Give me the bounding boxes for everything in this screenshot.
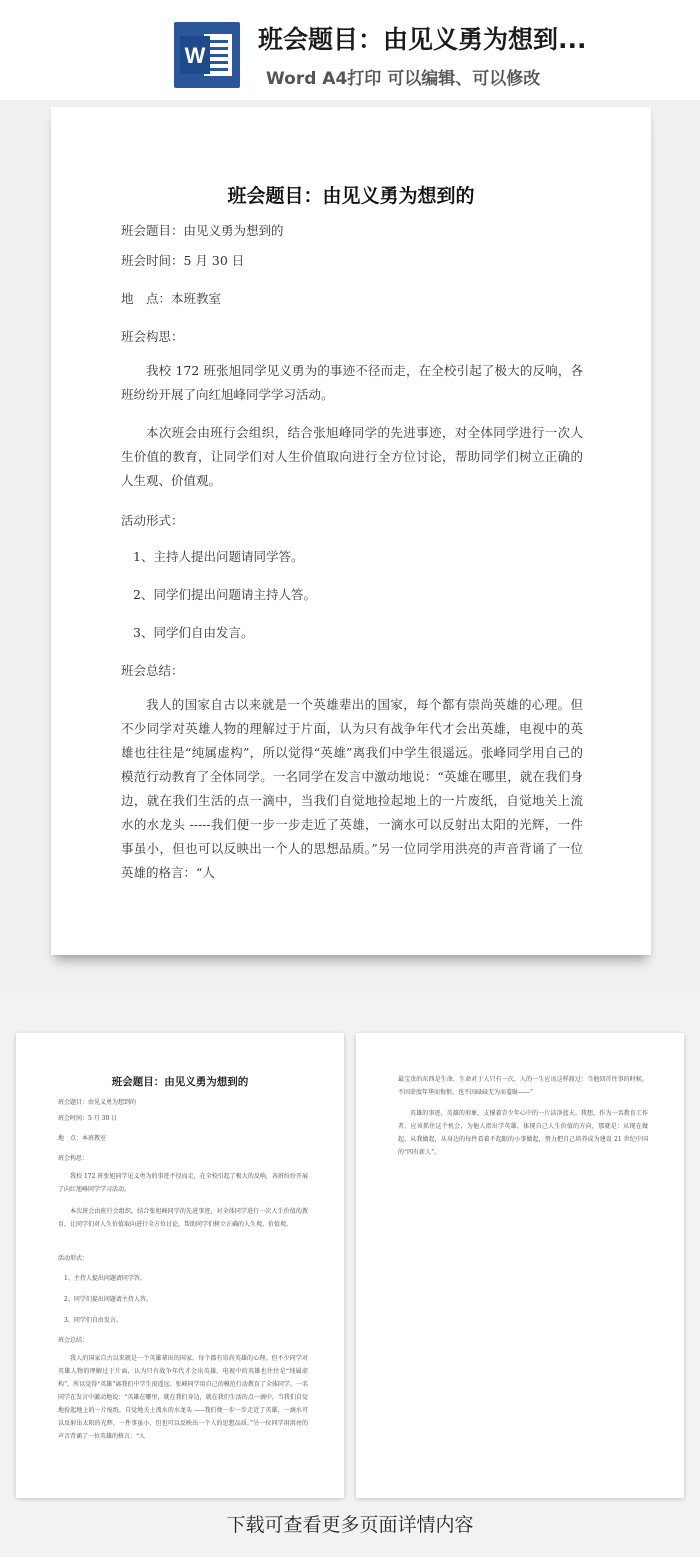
document-title: 班会题目：由见义勇为想到的 xyxy=(227,185,475,207)
thumb-idea-paragraph-1: 我校 172 班张旭同学见义勇为的事迹不径而走，在全校引起了极大的反响，各班纷纷开展了向红旭峰同学学习活动。 xyxy=(58,1173,308,1193)
page-thumbnail-2[interactable] xyxy=(356,1033,684,1498)
banner-title: 班会题目：由见义勇为想到... xyxy=(258,25,587,54)
summary-paragraph: 我人的国家自古以来就是一个英雄辈出的国家，每个都有崇尚英雄的心理。但不少同学对英雄人物的理解过于片面，认为只有战争年代才会出英雄，电视中的英雄也往往是“纯属虚构”，所以觉得“英雄”离我们中学生很遥远。张峰同学用自己的模范行动教育了全体同学。一名同学在发言中激动地说：“英雄在哪里，就在我们身边，就在我们生活的点一滴中，当我们自觉地捡起地上的一片废纸，自觉地关上流水的水龙头 -----我们便一步一步走近了英雄，一滴水可以反射出太阳的光辉，一件事虽小，但也可以反映出一个人的思想品质。”另一位同学用洪亮的声音背诵了一位英雄的格言：“人 xyxy=(121,697,583,880)
thumb-title: 班会题目：由见义勇为想到的 xyxy=(111,1076,249,1088)
thumb2-paragraph-1: 最宝贵的东西是生命，生命对于人只有一次，人的一生应该这样渡过：当他回首往事的时候，不因虚度年华而悔恨，也不因碌碌无为而羞耻——” xyxy=(398,1076,648,1096)
form-item: 3、同学们自由发言。 xyxy=(133,625,254,640)
document-page xyxy=(51,107,651,955)
meeting-place: 地 点：本班教室 xyxy=(121,291,222,306)
header-banner xyxy=(0,0,700,100)
word-icon-letter: W xyxy=(184,43,206,68)
idea-heading: 班会构思： xyxy=(121,329,184,344)
word-icon xyxy=(174,22,240,88)
form-item: 1、主持人提出问题请同学答。 xyxy=(133,549,304,564)
page-thumbnail-1[interactable] xyxy=(16,1033,344,1498)
idea-paragraph-2: 本次班会由班行会组织，结合张旭峰同学的先进事迹，对全体同学进行一次人生价值的教育，让同学们对人生价值取向进行全方位讨论，帮助同学们树立正确的人生观、价值观。 xyxy=(121,425,583,488)
thumb-place: 地 点：本班教室 xyxy=(58,1135,107,1142)
idea-paragraph-1: 我校 172 班张旭同学见义勇为的事迹不径而走，在全校引起了极大的反响，各班纷纷开展了向红旭峰同学学习活动。 xyxy=(121,363,583,402)
thumb-topic: 班会题目：由见义勇为想到的 xyxy=(58,1099,137,1106)
summary-heading: 班会总结： xyxy=(121,663,184,678)
banner-subtitle: Word A4打印 可以编辑、可以修改 xyxy=(266,69,541,89)
meeting-topic: 班会题目：由见义勇为想到的 xyxy=(121,223,284,238)
thumb-summary-paragraph: 我人的国家自古以来就是一个英雄辈出的国家，每个都有崇尚英雄的心理。但不少同学对英雄人物的理解过于片面，认为只有战争年代才会出英雄，电视中的英雄也往往是“纯属虚构”，所以觉得“英雄”离我们中学生很遥远。张峰同学用自己的模范行动教育了全体同学。一名同学在发言中激动地说：“英雄在哪里，就在我们身边，就在我们生活的点一滴中，当我们自觉地捡起地上的一片废纸，自觉地关上流水的水龙头 -----我们便一步一步走近了英雄，一滴水可以反射出太阳的光辉，一件事虽小，但也可以反映出一个人的思想品质。”另一位同学用洪亮的声音背诵了一位英雄的格言：“人 xyxy=(58,1355,308,1440)
form-heading: 活动形式： xyxy=(121,513,184,528)
thumb-idea-paragraph-2: 本次班会由班行会组织，结合张旭峰同学的先进事迹，对全体同学进行一次人生价值的教育，让同学们对人生价值取向进行全方位讨论，帮助同学们树立正确的人生观、价值观。 xyxy=(58,1208,308,1228)
form-item: 2、同学们提出问题请主持人答。 xyxy=(133,587,316,602)
thumb-form-item: 3、同学们自由发言。 xyxy=(64,1317,122,1324)
thumb2-paragraph-2: 英雄的事迹，英雄的形象，支撑着青少年心中的一片洁净蓝天。我想，作为一名教育工作者，应该抓住这个机会，为他人指出学英雄，体现自己人生价值的方向，那就是：从现在做起，从我做起，从身边的每件看着不起眼的小事做起，努力把自己培养成为建设 21 世纪中国的“四有新人”。 xyxy=(398,1110,648,1156)
thumb-summary-heading: 班会总结： xyxy=(58,1337,89,1344)
meeting-time: 班会时间：5 月 30 日 xyxy=(121,253,245,268)
thumb-form-heading: 活动形式： xyxy=(58,1255,89,1262)
thumb-time: 班会时间：5 月 30 日 xyxy=(58,1115,118,1122)
thumb-idea-heading: 班会构思： xyxy=(58,1155,89,1162)
download-more-link[interactable]: 下载可查看更多页面详情内容 xyxy=(226,1514,474,1536)
thumb-form-item: 2、同学们提出问题请主持人答。 xyxy=(64,1296,152,1303)
thumb-form-item: 1、主持人提出问题请同学答。 xyxy=(64,1275,146,1282)
